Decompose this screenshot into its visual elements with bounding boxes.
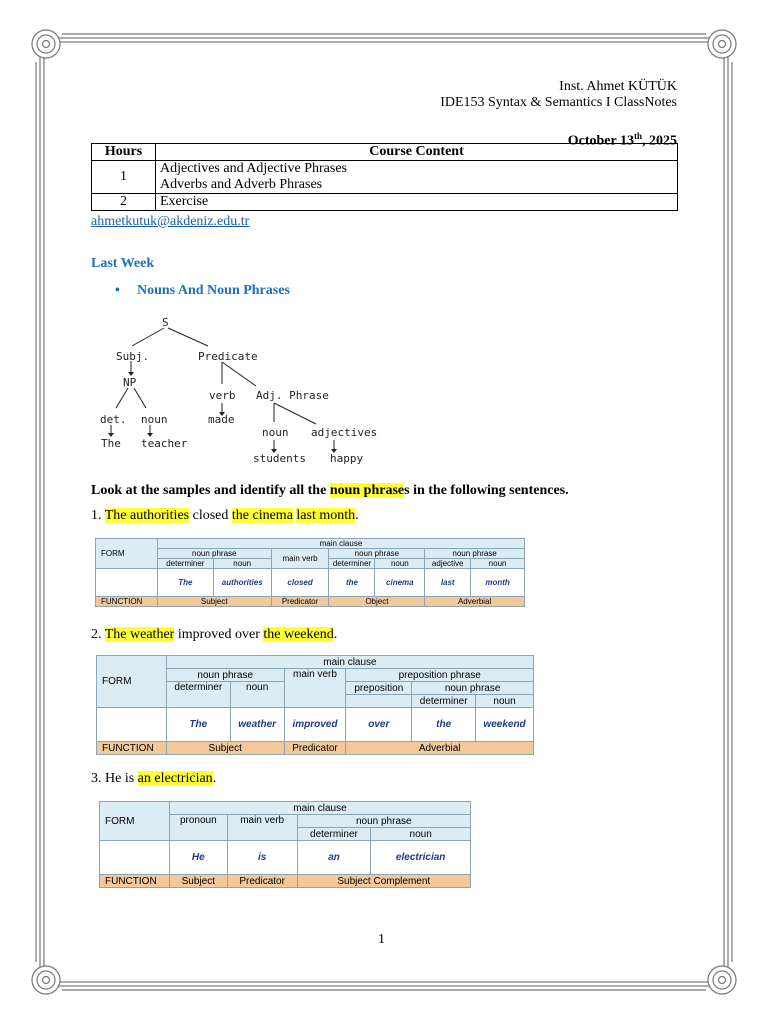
word-class-header: pronoun bbox=[169, 815, 227, 841]
instructor-name: Inst. Ahmet KÜTÜK bbox=[559, 79, 677, 94]
tree-node-det: det. bbox=[100, 413, 127, 426]
word-cell: is bbox=[227, 841, 297, 875]
word-cell: month bbox=[471, 569, 525, 597]
phrase-header: noun phrase bbox=[166, 669, 284, 682]
word-cell: the bbox=[412, 708, 476, 742]
empty-cell bbox=[97, 708, 167, 742]
sentence-3: 3. He is an electrician. bbox=[91, 771, 217, 786]
column-header-content: Course Content bbox=[156, 144, 678, 161]
word-cell: cinema bbox=[375, 569, 425, 597]
tree-node-s: S bbox=[162, 316, 169, 329]
main-clause-header: main clause bbox=[166, 656, 533, 669]
word-class-header: preposition bbox=[346, 682, 412, 695]
syntax-tree-diagram bbox=[98, 316, 378, 471]
phrase-header: noun phrase bbox=[157, 549, 271, 559]
word-cell: weekend bbox=[476, 708, 534, 742]
form-function-table-3 bbox=[99, 801, 471, 888]
content-cell: Adjectives and Adjective Phrases Adverbs and Adverb Phrases bbox=[156, 161, 678, 194]
word-class-header: noun bbox=[371, 828, 471, 841]
tree-node-adj-phrase: Adj. Phrase bbox=[256, 389, 329, 402]
function-cell: Predicator bbox=[271, 597, 329, 607]
tree-node-noun: noun bbox=[141, 413, 168, 426]
phrase-header: main verb bbox=[271, 549, 329, 569]
phrase-header: noun phrase bbox=[329, 549, 425, 559]
sentence-2: 2. The weather improved over the weekend. bbox=[91, 627, 338, 642]
word-cell: weather bbox=[230, 708, 284, 742]
lecture-date: October 13th, 2025 bbox=[567, 131, 677, 149]
function-cell: Subject bbox=[166, 742, 284, 755]
word-class-header: noun bbox=[471, 559, 525, 569]
word-class-header: determiner bbox=[297, 828, 371, 841]
word-cell: the bbox=[329, 569, 375, 597]
word-class-header: adjective bbox=[425, 559, 471, 569]
word-cell: The bbox=[157, 569, 213, 597]
content-cell: Exercise bbox=[156, 194, 678, 211]
tree-leaf-made: made bbox=[208, 413, 235, 426]
table-row bbox=[92, 161, 678, 194]
hours-cell: 2 bbox=[92, 194, 156, 211]
tree-node-adjectives: adjectives bbox=[311, 426, 378, 439]
phrase-header: noun phrase bbox=[412, 682, 534, 695]
function-label: FUNCTION bbox=[97, 742, 167, 755]
tree-node-verb: verb bbox=[209, 389, 236, 402]
empty-cell bbox=[346, 695, 412, 708]
word-cell: an bbox=[297, 841, 371, 875]
tree-leaf-students: students bbox=[253, 452, 306, 465]
function-label: FUNCTION bbox=[100, 875, 170, 888]
form-label: FORM bbox=[100, 802, 170, 841]
column-header-hours: Hours bbox=[92, 144, 156, 161]
word-class-header: determiner bbox=[412, 695, 476, 708]
function-cell: Subject bbox=[169, 875, 227, 888]
form-label: FORM bbox=[97, 656, 167, 708]
tree-leaf-teacher: teacher bbox=[141, 437, 188, 450]
word-class-header: determiner bbox=[329, 559, 375, 569]
word-cell: over bbox=[346, 708, 412, 742]
word-cell: The bbox=[166, 708, 230, 742]
tree-leaf-happy: happy bbox=[330, 452, 364, 465]
phrase-header: noun phrase bbox=[297, 815, 470, 828]
tree-node-predicate: Predicate bbox=[198, 350, 258, 363]
main-clause-header: main clause bbox=[169, 802, 470, 815]
empty-cell bbox=[96, 569, 158, 597]
page-number: 1 bbox=[378, 932, 385, 947]
last-week-heading: Last Week bbox=[91, 256, 155, 271]
function-cell: Adverbial bbox=[425, 597, 525, 607]
word-cell: authorities bbox=[213, 569, 271, 597]
word-class-header: noun bbox=[375, 559, 425, 569]
function-cell: Object bbox=[329, 597, 425, 607]
word-cell: He bbox=[169, 841, 227, 875]
word-cell: improved bbox=[284, 708, 346, 742]
function-cell: Adverbial bbox=[346, 742, 534, 755]
word-class-header: determiner bbox=[157, 559, 213, 569]
phrase-header: noun phrase bbox=[425, 549, 525, 559]
phrase-header: preposition phrase bbox=[346, 669, 534, 682]
course-content-table bbox=[91, 143, 678, 211]
form-function-table-1 bbox=[95, 538, 525, 607]
empty-cell bbox=[100, 841, 170, 875]
main-clause-header: main clause bbox=[157, 539, 524, 549]
function-cell: Predicator bbox=[227, 875, 297, 888]
bullet-icon: • bbox=[115, 283, 120, 298]
word-cell: electrician bbox=[371, 841, 471, 875]
word-class-header: determiner bbox=[166, 682, 230, 708]
function-cell: Predicator bbox=[284, 742, 346, 755]
last-week-bullet: • Nouns And Noun Phrases bbox=[115, 283, 290, 298]
form-label: FORM bbox=[96, 539, 158, 569]
tree-node-noun: noun bbox=[262, 426, 289, 439]
phrase-header: main verb bbox=[227, 815, 297, 841]
word-class-header: noun bbox=[213, 559, 271, 569]
exercise-instruction: Look at the samples and identify all the noun phrases in the following sentences. bbox=[91, 483, 569, 498]
word-cell: last bbox=[425, 569, 471, 597]
sentence-1: 1. The authorities closed the cinema last month. bbox=[91, 508, 359, 523]
word-cell: closed bbox=[271, 569, 329, 597]
email-link[interactable]: ahmetkutuk@akdeniz.edu.tr bbox=[91, 214, 250, 229]
function-cell: Subject Complement bbox=[297, 875, 470, 888]
function-label: FUNCTION bbox=[96, 597, 158, 607]
course-title: IDE153 Syntax & Semantics I ClassNotes bbox=[440, 95, 677, 110]
form-function-table-2 bbox=[96, 655, 534, 755]
function-cell: Subject bbox=[157, 597, 271, 607]
word-class-header: noun bbox=[476, 695, 534, 708]
word-class-header: noun bbox=[230, 682, 284, 708]
phrase-header: main verb bbox=[284, 669, 346, 708]
table-row bbox=[92, 194, 678, 211]
tree-leaf-the: The bbox=[101, 437, 121, 450]
hours-cell: 1 bbox=[92, 161, 156, 194]
tree-node-np: NP bbox=[123, 376, 137, 389]
tree-node-subj: Subj. bbox=[116, 350, 150, 363]
